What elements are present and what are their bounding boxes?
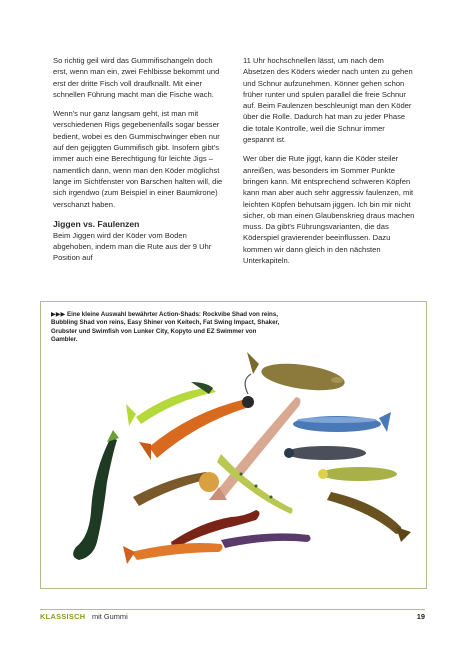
right-text-column bbox=[243, 55, 416, 274]
motor-oil-shad-bait bbox=[133, 472, 219, 506]
soft-bait-illustration bbox=[41, 302, 426, 588]
tiger-shad-bait bbox=[123, 543, 223, 564]
figure-caption: ▶▶▶ Eine kleine Auswahl bewährter Action-Shads: Rockvibe Shad von reins, Bubbling Shad von reins, Easy Shiner von Keitech, Fat Swing Impact, Shaker, Grubster und Swimfish von Lunker City, Kopyto und EZ Swimmer von Gambler. bbox=[51, 311, 280, 344]
purple-worm-bait bbox=[221, 533, 311, 548]
left-text-column bbox=[53, 55, 225, 272]
blue-shad-bait bbox=[293, 412, 391, 432]
bait-photo-figure bbox=[40, 301, 427, 589]
large-motor-oil-shad-bait bbox=[327, 492, 411, 542]
left-paragraph-3: Beim Jiggen wird der Köder vom Boden abgehoben, indem man die Rute aus der 9 Uhr Position auf bbox=[53, 230, 212, 263]
footer-subtitle: mit Gummi bbox=[92, 612, 128, 621]
grey-shad-bait bbox=[284, 446, 366, 460]
right-paragraph-2: Wer über die Rute jiggt, kann die Köder steiler anreißen, was besonders im Sommer Punkte bringen kann. Mit entsprechend schweren Köpfen kann man aber auch sehr aggressiv faulenzen, mit leichten Köpfen behutsam jiggen. Ich bin mir nicht sicher, ob man einen Glaubenskrieg draus machen muss. Da gibt's Führungsvarianten, die das Köderspiel gravierender beeinflussen. Dazu kommen wir dann gleich in den nächsten Unterkapiteln. bbox=[243, 154, 415, 266]
page-number: 19 bbox=[416, 612, 425, 621]
footer-section-label: KLASSISCH bbox=[40, 612, 86, 621]
right-paragraph-1: 11 Uhr hochschnellen lässt, um nach dem Absetzen des Köders wieder nach unten zu gehen und Schnur aufzunehmen. Könner gehen schon früher runter und spulen parallel die freie Schnur auf. Beim Faulenzen beschleunigt man den Köder über die Rolle. Dadurch hat man zu jeder Phase die totale Kontrolle, weil die Schnur immer gespannt ist. bbox=[243, 56, 413, 145]
chartreuse-belly-shad-bait bbox=[318, 467, 397, 481]
orange-shad-bait bbox=[139, 374, 254, 460]
page-footer bbox=[40, 609, 425, 624]
left-paragraph-1: So richtig geil wird das Gummifischangeln doch erst, wenn man ein, zwei Fehlbisse bekommt und erst der dritte Fisch voll draufknallt. Mit einer schnellen Führung macht man die Fische wach. bbox=[53, 56, 220, 99]
olive-shad-bait bbox=[247, 352, 346, 395]
left-paragraph-2: Wenn's nur ganz langsam geht, ist man mit verschiedenen Rigs gegebenenfalls sogar besser bedient, wobei es den Gummischwinger eben nur auf den gejiggten Gummifisch gibt. Insofern gibt's immer auch eine Berechtigung für leichte Jigs – namentlich dann, wenn man den Köder möglichst lange im Sichtfenster von Barschen halten will, die sich irgendwo (zum Beispiel in einer Baumkrone) verschanzt haben. bbox=[53, 109, 223, 209]
section-heading: Jiggen vs. Faulenzen bbox=[53, 218, 140, 229]
black-green-worm-bait bbox=[73, 430, 119, 560]
